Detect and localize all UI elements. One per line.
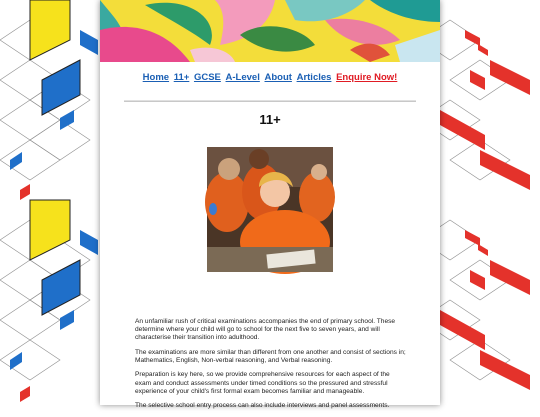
header-banner (100, 0, 440, 62)
paragraph-preparation: Preparation is key here, so we provide comprehensive resources for each aspect of the exam and conduct assessments under timed conditions so the pressured and stressful experience of your child's first formal exam becomes familiar and manageable. (135, 371, 390, 395)
nav-11plus-link[interactable]: 11+ (173, 72, 190, 83)
article-body (135, 318, 407, 417)
page-container (100, 0, 440, 410)
page-title: 11+ (259, 112, 281, 127)
paragraph-entry-process: The selective school entry process can also include interviews and panel assessments. (135, 402, 390, 410)
header-divider (124, 100, 416, 102)
background-pattern-left (0, 0, 110, 405)
nav-a-level-link[interactable]: A-Level (225, 72, 260, 83)
paragraph-intro: An unfamiliar rush of critical examinations accompanies the end of primary school. These determine where your child will go to school for the next five to seven years, and will characterise their transition into adulthood. (135, 318, 396, 342)
paragraph-sections: The examinations are more similar than different from one another and consist of sections in; Mathematics, English, Non-verbal reasoning, and Verbal reasoning. (135, 348, 406, 364)
nav-articles-link[interactable]: Articles (296, 72, 332, 83)
nav-home-link[interactable]: Home (142, 72, 170, 83)
students-photo (207, 147, 333, 272)
nav-gcse-link[interactable]: GCSE (193, 72, 221, 83)
nav-enquire-now-link[interactable]: Enquire Now! (336, 72, 398, 83)
nav-about-link[interactable]: About (264, 72, 292, 83)
background-pattern-right (430, 0, 540, 405)
main-navigation (100, 72, 440, 84)
